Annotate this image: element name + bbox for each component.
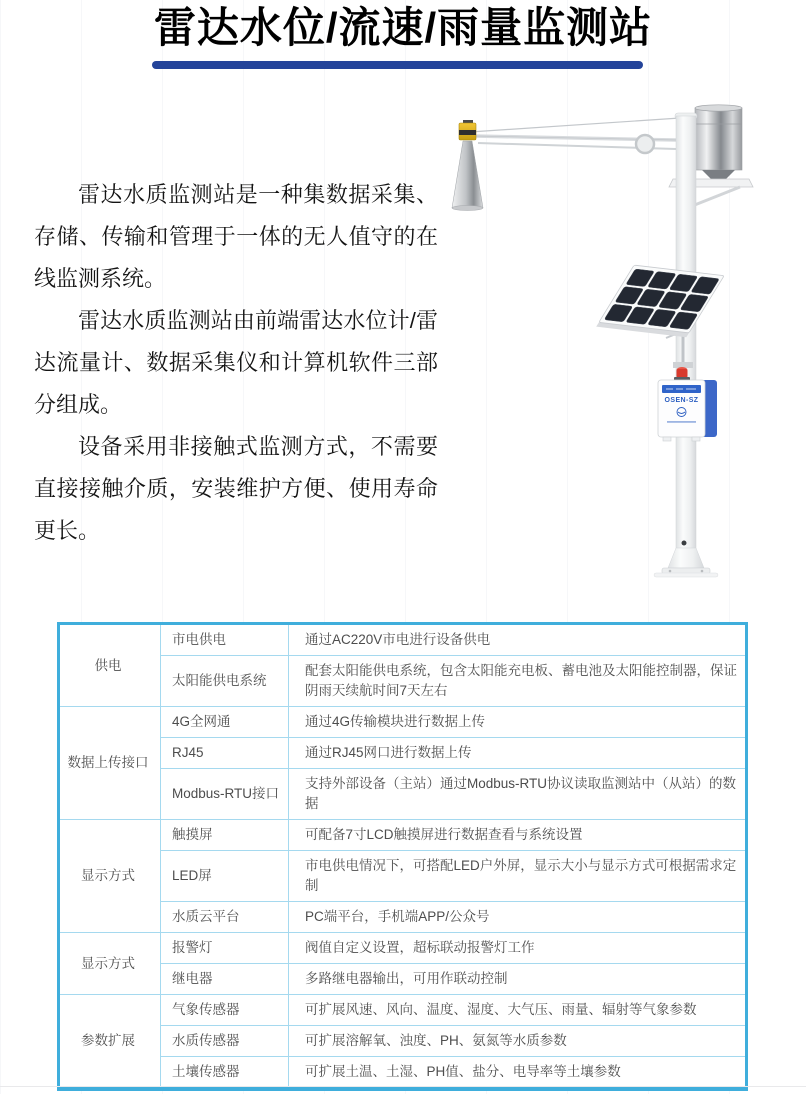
spec-desc-cell: 通过RJ45网口进行数据上传 bbox=[289, 738, 747, 769]
spec-item-cell: 4G全网通 bbox=[161, 707, 289, 738]
spec-group-cell: 参数扩展 bbox=[59, 995, 161, 1090]
spec-item-cell: 市电供电 bbox=[161, 624, 289, 656]
spec-desc-cell: 可扩展溶解氧、浊度、PH、氨氮等水质参数 bbox=[289, 1026, 747, 1057]
radar-level-sensor bbox=[452, 120, 483, 211]
footer-divider bbox=[0, 1086, 806, 1087]
table-row bbox=[59, 738, 747, 769]
spec-desc-cell: 可扩展土温、土湿、PH值、盐分、电导率等土壤参数 bbox=[289, 1057, 747, 1090]
control-box bbox=[658, 380, 717, 441]
spec-item-cell: 水质云平台 bbox=[161, 902, 289, 933]
intro-paragraph: 雷达水质监测站由前端雷达水位计/雷达流量计、数据采集仪和计算机软件三部分组成。 bbox=[34, 308, 438, 417]
spec-group-cell: 数据上传接口 bbox=[59, 707, 161, 820]
table-row bbox=[59, 656, 747, 707]
table-row bbox=[59, 851, 747, 902]
spec-item-cell: 土壤传感器 bbox=[161, 1057, 289, 1090]
spec-desc-cell: 市电供电情况下，可搭配LED户外屏，显示大小与显示方式可根据需求定制 bbox=[289, 851, 747, 902]
spec-desc-cell: 多路继电器输出，可用作联动控制 bbox=[289, 964, 747, 995]
intro-text bbox=[34, 174, 438, 552]
spec-desc-cell: 阀值自定义设置，超标联动报警灯工作 bbox=[289, 933, 747, 964]
table-row bbox=[59, 1026, 747, 1057]
pole-base bbox=[654, 548, 718, 577]
spec-group-cell: 供电 bbox=[59, 624, 161, 707]
table-row bbox=[59, 624, 747, 656]
spec-item-cell: 触摸屏 bbox=[161, 820, 289, 851]
spec-table bbox=[57, 622, 748, 1091]
spec-desc-cell: 可扩展风速、风向、温度、湿度、大气压、雨量、辐射等气象参数 bbox=[289, 995, 747, 1026]
table-row bbox=[59, 933, 747, 964]
spec-item-cell: 水质传感器 bbox=[161, 1026, 289, 1057]
arm-clamp bbox=[636, 135, 654, 153]
spec-item-cell: 太阳能供电系统 bbox=[161, 656, 289, 707]
table-row bbox=[59, 769, 747, 820]
page-title: 雷达水位/流速/雨量监测站 bbox=[153, 4, 653, 51]
spec-group-cell: 显示方式 bbox=[59, 820, 161, 933]
table-row bbox=[59, 995, 747, 1026]
table-row bbox=[59, 1057, 747, 1090]
device-model-label: OSEN-SZ bbox=[664, 397, 699, 404]
spec-group-cell: 显示方式 bbox=[59, 933, 161, 995]
spec-desc-cell: 支持外部设备（主站）通过Modbus-RTU协议读取监测站中（从站）的数据 bbox=[289, 769, 747, 820]
mounting-arm bbox=[470, 118, 680, 153]
spec-table-body bbox=[59, 624, 747, 1090]
spec-item-cell: LED屏 bbox=[161, 851, 289, 902]
intro-paragraph: 设备采用非接触式监测方式，不需要直接接触介质，安装维护方便、使用寿命更长。 bbox=[34, 434, 438, 543]
intro-paragraph: 雷达水质监测站是一种集数据采集、存储、传输和管理于一体的无人值守的在线监测系统。 bbox=[34, 182, 438, 291]
table-row bbox=[59, 964, 747, 995]
spec-item-cell: 气象传感器 bbox=[161, 995, 289, 1026]
table-row bbox=[59, 707, 747, 738]
spec-desc-cell: 通过4G传输模块进行数据上传 bbox=[289, 707, 747, 738]
spec-item-cell: Modbus-RTU接口 bbox=[161, 769, 289, 820]
spec-item-cell: 继电器 bbox=[161, 964, 289, 995]
station-illustration bbox=[430, 80, 806, 610]
table-row bbox=[59, 820, 747, 851]
cable-gland bbox=[682, 541, 687, 546]
table-row bbox=[59, 902, 747, 933]
spec-item-cell: 报警灯 bbox=[161, 933, 289, 964]
spec-desc-cell: 配套太阳能供电系统，包含太阳能充电板、蓄电池及太阳能控制器，保证阴雨天续航时间7天左右 bbox=[289, 656, 747, 707]
spec-desc-cell: 可配备7寸LCD触摸屏进行数据查看与系统设置 bbox=[289, 820, 747, 851]
title-underline bbox=[152, 61, 643, 69]
spec-item-cell: RJ45 bbox=[161, 738, 289, 769]
spec-desc-cell: PC端平台，手机端APP/公众号 bbox=[289, 902, 747, 933]
solar-panel bbox=[596, 265, 724, 368]
spec-desc-cell: 通过AC220V市电进行设备供电 bbox=[289, 624, 747, 656]
